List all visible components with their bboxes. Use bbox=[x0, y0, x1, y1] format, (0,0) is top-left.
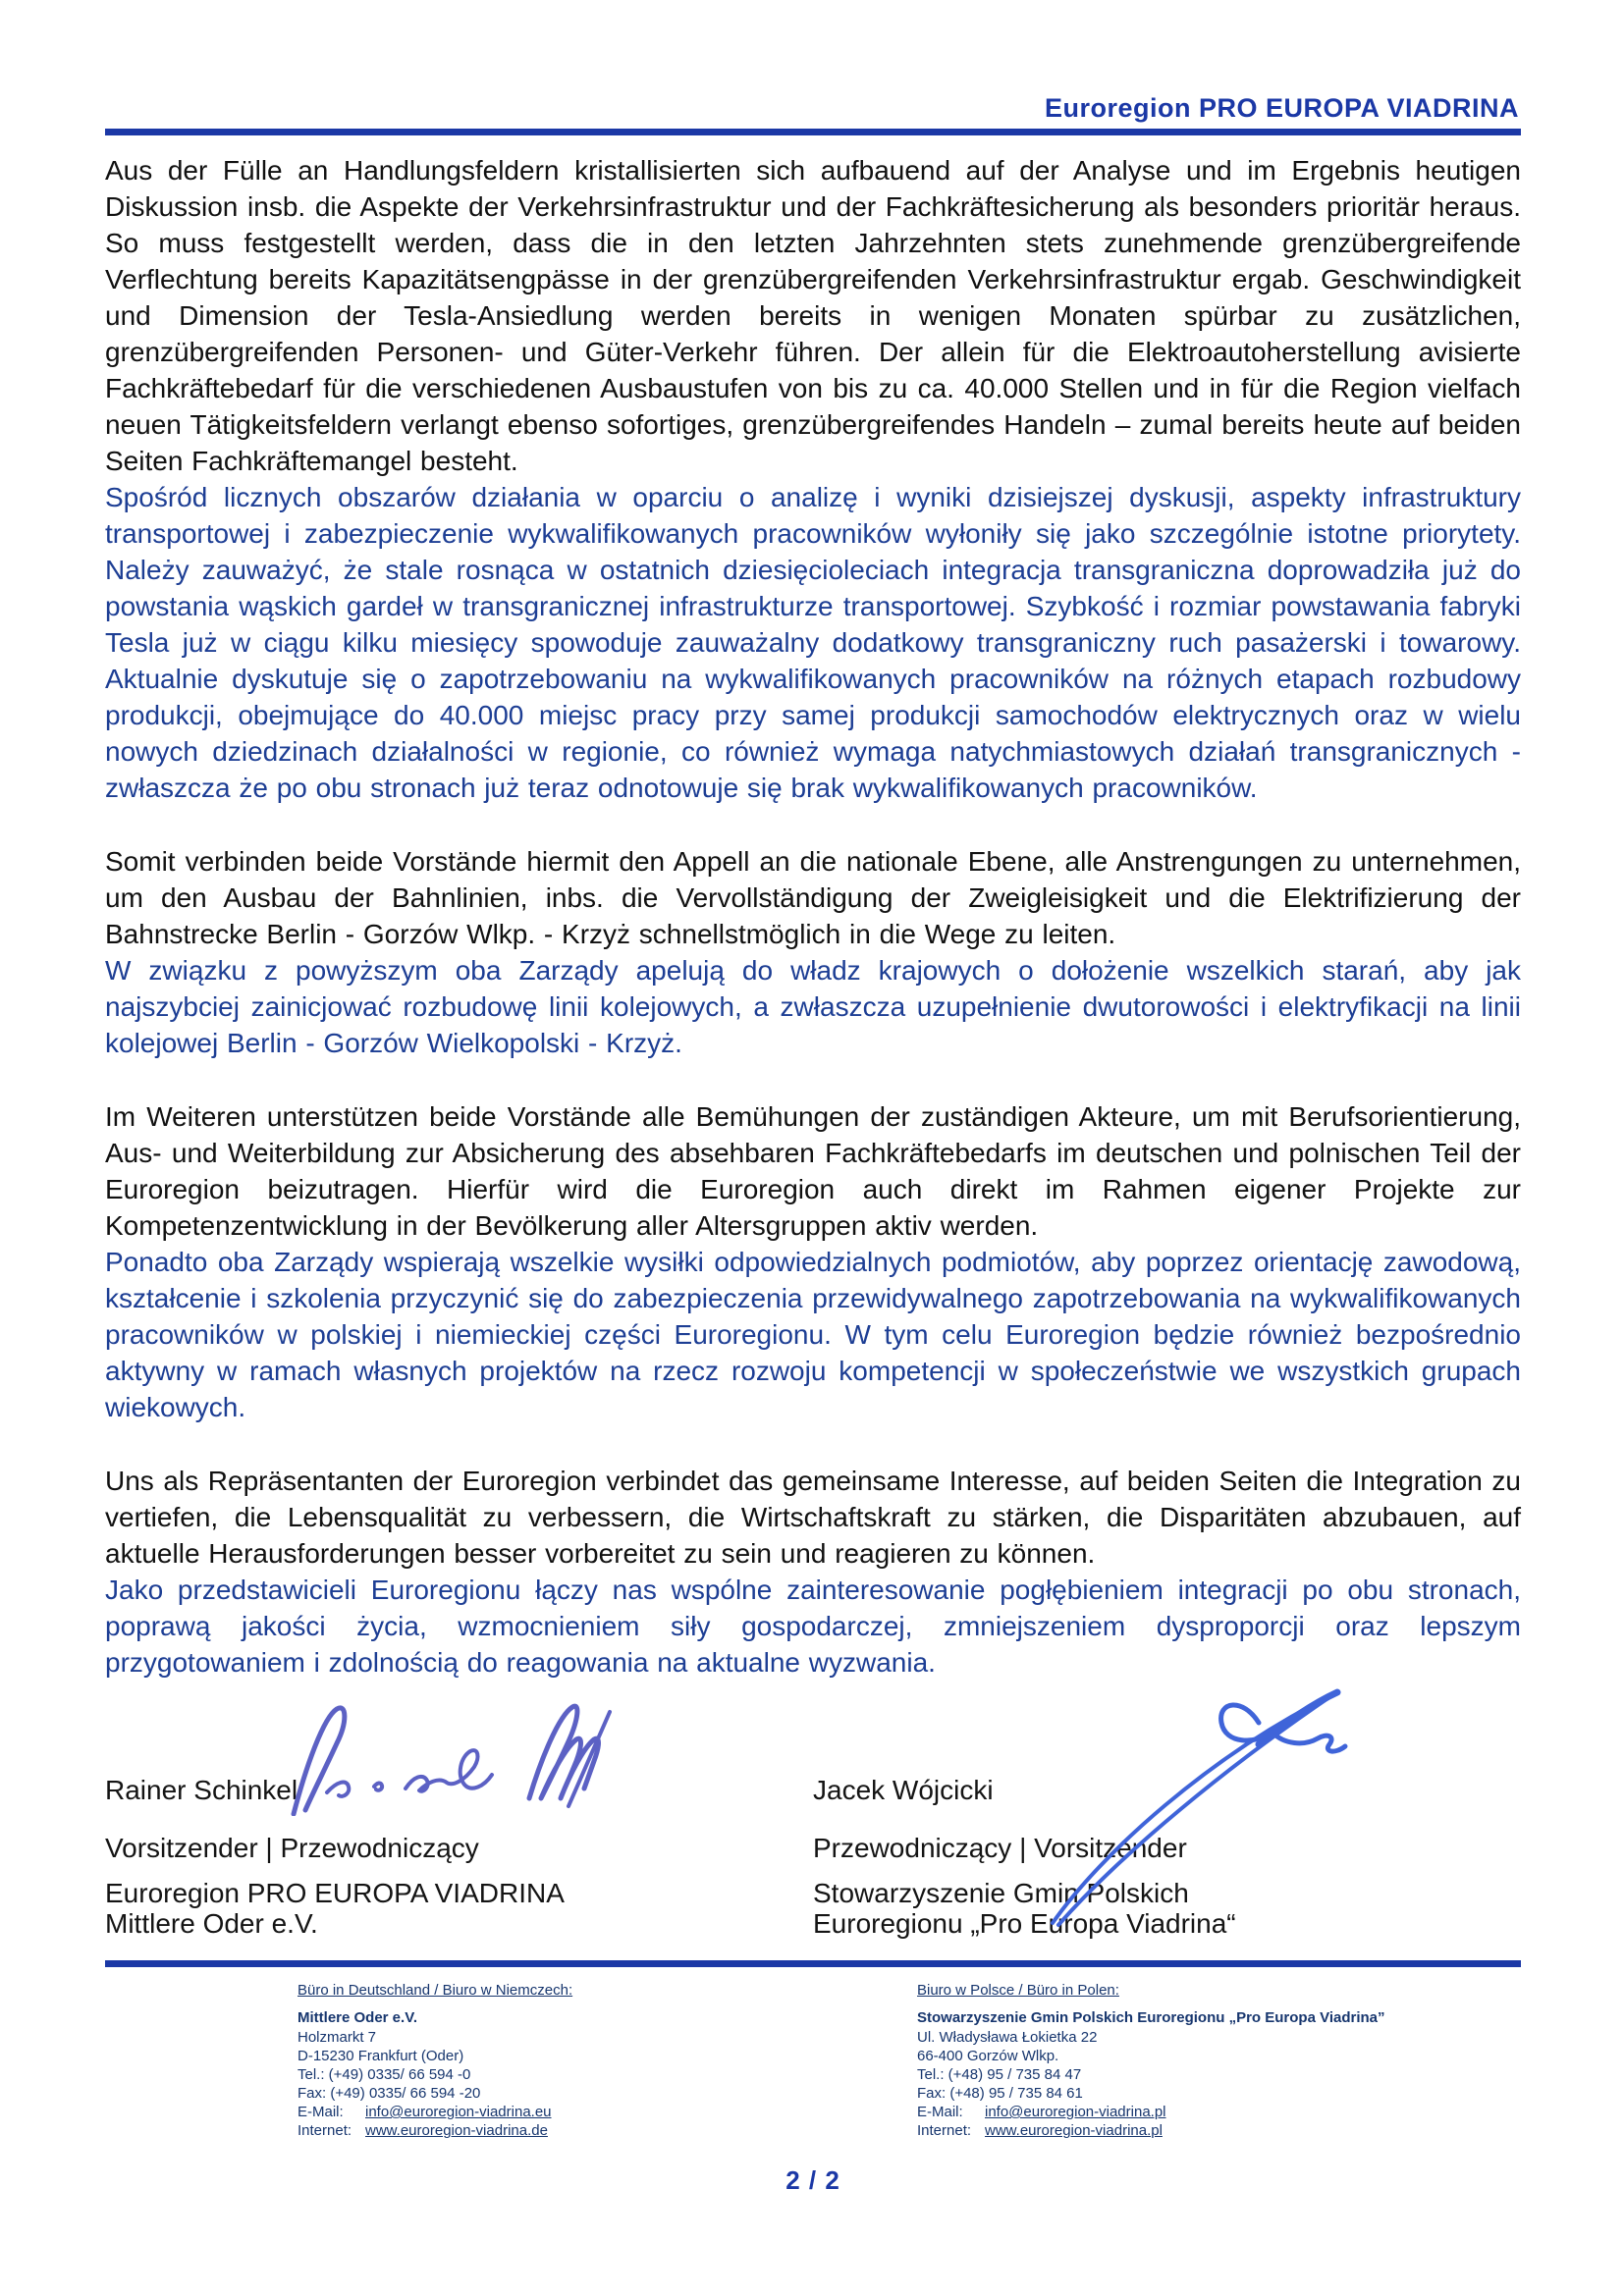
signatory-name-left: Rainer Schinkel bbox=[105, 1775, 298, 1805]
footer-internet-label-germany: Internet: bbox=[298, 2122, 352, 2139]
brand-title: Euroregion PRO EUROPA VIADRINA bbox=[1044, 93, 1519, 123]
header-rule bbox=[105, 129, 1521, 135]
footer-fax-germany: Fax: (+49) 0335/ 66 594 -20 bbox=[298, 2085, 481, 2102]
footer-address1-germany: Holzmarkt 7 bbox=[298, 2029, 377, 2046]
paragraph-5-de: Im Weiteren unterstützen beide Vorstände alle Bemühungen der zuständigen Akteure, um mit Berufsorientierung, Aus- und Weiterbildung zur Absicherung des absehbaren Fachkräftebedarfs im deutschen und polnischen Teil der Euroregion beizutragen. Hierfür wird die Euroregion auch direkt im Rahmen eigener Projekte zur Kompetenzentwicklung in der Bevölkerung aller Altersgruppen aktiv werden. bbox=[105, 1101, 1521, 1241]
footer-email-label-germany: E-Mail: bbox=[298, 2104, 344, 2120]
signatory-org-left-line2: Mittlere Oder e.V. bbox=[105, 1908, 318, 1939]
footer-internet-link-germany[interactable]: www.euroregion-viadrina.de bbox=[365, 2122, 548, 2139]
paragraph-8-pl: Jako przedstawicieli Euroregionu łączy nas wspólne zainteresowanie pogłębieniem integracji po obu stronach, poprawą jakości życia, wzmocnieniem siły gospodarczej, zmniejszeniem dysproporcji oraz lepszym przygotowaniem i zdolnością do reagowania na aktualne wyzwania. bbox=[105, 1575, 1521, 1678]
footer-org-poland: Stowarzyszenie Gmin Polskich Euroregionu „Pro Europa Viadrina” bbox=[917, 2009, 1385, 2026]
footer-heading-germany: Büro in Deutschland / Biuro w Niemczech: bbox=[298, 1982, 573, 1999]
document-body bbox=[105, 152, 1521, 1681]
paragraph-3-de: Somit verbinden beide Vorstände hiermit den Appell an die nationale Ebene, alle Anstrengungen zu unternehmen, um den Ausbau der Bahnlinien, inbs. die Vervollständigung der Zweigleisigkeit und die Elektrifizierung der Bahnstrecke Berlin - Gorzów Wlkp. - Krzyż schnellstmöglich in die Wege zu leiten. bbox=[105, 846, 1521, 949]
paragraph-4-pl: W związku z powyższym oba Zarządy apelują do władz krajowych o dołożenie wszelkich starań, aby jak najszybciej zainicjować rozbudowę linii kolejowych, a zwłaszcza uzupełnienie dwutorowości i elektryfikacji na linii kolejowej Berlin - Gorzów Wielkopolski - Krzyż. bbox=[105, 955, 1521, 1058]
signatory-org-right-line2: Euroregionu „Pro Europa Viadrina“ bbox=[813, 1908, 1236, 1939]
footer-internet-link-poland[interactable]: www.euroregion-viadrina.pl bbox=[985, 2122, 1163, 2139]
footer-heading-poland: Biuro w Polsce / Büro in Polen: bbox=[917, 1982, 1119, 1999]
footer-email-label-poland: E-Mail: bbox=[917, 2104, 963, 2120]
signatory-role-right: Przewodniczący | Vorsitzender bbox=[813, 1833, 1187, 1863]
footer-address1-poland: Ul. Władysława Łokietka 22 bbox=[917, 2029, 1098, 2046]
footer-rule bbox=[105, 1960, 1521, 1967]
signature-section bbox=[105, 1775, 1521, 1939]
footer-address2-germany: D-15230 Frankfurt (Oder) bbox=[298, 2048, 464, 2064]
paragraph-6-pl: Ponadto oba Zarządy wspierają wszelkie wysiłki odpowiedzialnych podmiotów, aby poprzez orientację zawodową, kształcenie i szkolenia przyczynić się do zabezpieczenia przewidywalnego zapotrzebowania na wykwalifikowanych pracowników w polskiej i niemieckiej części Euroregionu. W tym celu Euroregion będzie również bezpośrednio aktywny w ramach własnych projektów na rzecz rozwoju kompetencji w społeczeństwie we wszystkich grupach wiekowych. bbox=[105, 1247, 1521, 1422]
footer-fax-poland: Fax: (+48) 95 / 735 84 61 bbox=[917, 2085, 1083, 2102]
signature-block-left bbox=[105, 1775, 813, 1939]
footer-office-poland bbox=[813, 1981, 1521, 2140]
signature-block-right bbox=[813, 1775, 1521, 1939]
footer-address2-poland: 66-400 Gorzów Wlkp. bbox=[917, 2048, 1059, 2064]
footer-office-germany bbox=[105, 1981, 813, 2140]
footer-tel-germany: Tel.: (+49) 0335/ 66 594 -0 bbox=[298, 2066, 471, 2083]
paragraph-2-pl: Spośród licznych obszarów działania w oparciu o analizę i wyniki dzisiejszej dyskusji, aspekty infrastruktury transportowej i zabezpieczenie wykwalifikowanych pracowników wyłoniły się jako szczególnie istotne priorytety. Należy zauważyć, że stale rosnąca w ostatnich dziesięcioleciach integracja transgraniczna doprowadziła już do powstania wąskich gardeł w transgranicznej infrastrukturze transportowej. Szybkość i rozmiar powstawania fabryki Tesla już w ciągu kilku miesięcy spowoduje zauważalny dodatkowy transgraniczny ruch pasażerski i towarowy. Aktualnie dyskutuje się o zapotrzebowaniu na wykwalifikowanych pracowników na różnych etapach rozbudowy produkcji, obejmujące do 40.000 miejsc pracy przy samej produkcji samochodów elektrycznych oraz w wielu nowych dziedzinach działalności w regionie, co również wymaga natychmiastowych działań transgranicznych - zwłaszcza że po obu stronach już teraz odnotowuje się brak wykwalifikowanych pracowników. bbox=[105, 482, 1521, 803]
page-number: 2 / 2 bbox=[785, 2165, 840, 2195]
paragraph-1-de: Aus der Fülle an Handlungsfeldern kristallisierten sich aufbauend auf der Analyse und im Ergebnis heutigen Diskussion insb. die Aspekte der Verkehrsinfrastruktur und der Fachkräftesicherung als besonders prioritär heraus. So muss festgestellt werden, dass die in den letzten Jahrzehnten stets zunehmende grenzübergreifende Verflechtung bereits Kapazitätsengpässe in der grenzübergreifenden Verkehrsinfrastruktur ergab. Geschwindigkeit und Dimension der Tesla-Ansiedlung werden bereits in wenigen Monaten spürbar zu zusätzlichen, grenzübergreifenden Personen- und Güter-Verkehr führen. Der allein für die Elektroautoherstellung avisierte Fachkräftebedarf für die verschiedenen Ausbaustufen von bis zu ca. 40.000 Stellen und in für die Region vielfach neuen Tätigkeitsfeldern verlangt ebenso sofortiges, grenzübergreifendes Handeln – zumal bereits heute auf beiden Seiten Fachkräftemangel besteht. bbox=[105, 155, 1521, 476]
footer-internet-label-poland: Internet: bbox=[917, 2122, 972, 2139]
signatory-org-left-line1: Euroregion PRO EUROPA VIADRINA bbox=[105, 1878, 565, 1908]
page-footer bbox=[105, 1960, 1521, 2196]
signatory-org-right-line1: Stowarzyszenie Gmin Polskich bbox=[813, 1878, 1189, 1908]
footer-org-germany: Mittlere Oder e.V. bbox=[298, 2009, 417, 2026]
paragraph-7-de: Uns als Repräsentanten der Euroregion verbindet das gemeinsame Interesse, auf beiden Seiten die Integration zu vertiefen, die Lebensqualität zu verbessern, die Wirtschaftskraft zu stärken, die Disparitäten abzubauen, auf aktuelle Herausforderungen besser vorbereitet zu sein und reagieren zu können. bbox=[105, 1466, 1521, 1569]
footer-email-link-germany[interactable]: info@euroregion-viadrina.eu bbox=[365, 2104, 552, 2120]
signatory-role-left: Vorsitzender | Przewodniczący bbox=[105, 1833, 479, 1863]
signatory-name-right: Jacek Wójcicki bbox=[813, 1775, 994, 1805]
footer-email-link-poland[interactable]: info@euroregion-viadrina.pl bbox=[985, 2104, 1166, 2120]
page-header bbox=[105, 93, 1521, 135]
footer-tel-poland: Tel.: (+48) 95 / 735 84 47 bbox=[917, 2066, 1082, 2083]
